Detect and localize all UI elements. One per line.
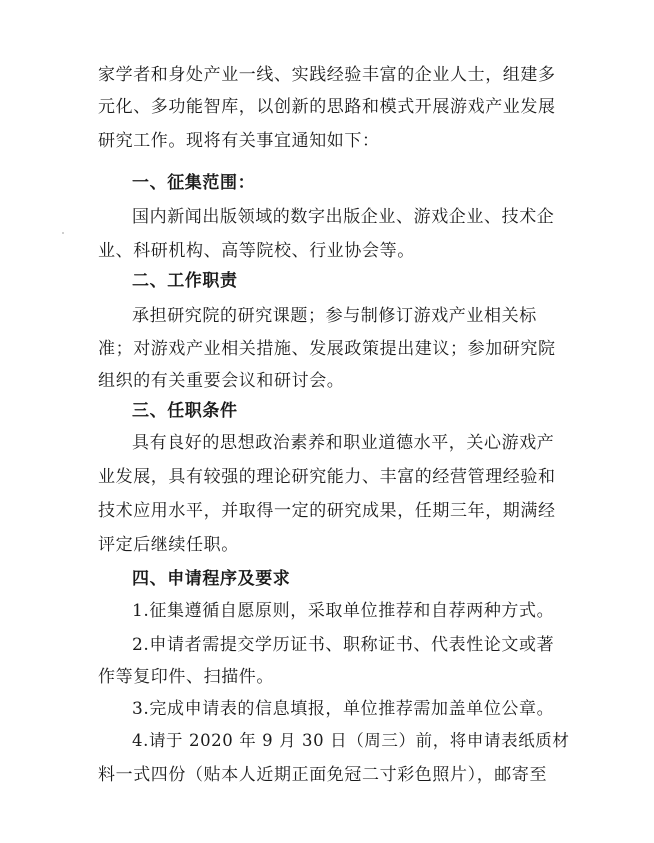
intro-line-3: 研究工作。现将有关事宜通知如下： [98, 131, 380, 151]
section-4-line-4: 3.完成申请表的信息填报，单位推荐需加盖单位公章。 [132, 699, 555, 719]
section-2-line-3: 组织的有关重要会议和研讨会。 [98, 371, 345, 391]
section-3-heading: 三、任职条件 [132, 401, 238, 421]
section-2-line-2: 准；对游戏产业相关措施、发展政策提出建议；参加研究院 [98, 339, 556, 359]
section-4-heading: 四、申请程序及要求 [132, 569, 291, 589]
section-3-line-1: 具有良好的思想政治素养和职业道德水平，关心游戏产 [132, 433, 555, 453]
section-3-line-3: 技术应用水平，并取得一定的研究成果，任期三年，期满经 [98, 501, 556, 521]
section-1-heading: 一、征集范围： [132, 173, 256, 193]
section-4-line-2: 2.申请者需提交学历证书、职称证书、代表性论文或著 [132, 635, 555, 655]
intro-line-2: 元化、多功能智库，以创新的思路和模式开展游戏产业发展 [98, 97, 556, 117]
scan-speck [62, 232, 64, 234]
section-4-line-3: 作等复印件、扫描件。 [98, 667, 274, 687]
section-1-line-2: 业、科研机构、高等院校、行业协会等。 [98, 241, 415, 261]
section-4-line-6: 料一式四份（贴本人近期正面免冠二寸彩色照片），邮寄至 [98, 765, 548, 785]
section-3-line-2: 业发展，具有较强的理论研究能力、丰富的经营管理经验和 [98, 467, 556, 487]
intro-line-1: 家学者和身处产业一线、实践经验丰富的企业人士，组建多 [98, 65, 556, 85]
section-2-line-1: 承担研究院的研究课题；参与制修订游戏产业相关标 [132, 306, 537, 326]
section-2-heading: 二、工作职责 [132, 271, 238, 291]
section-4-line-1: 1.征集遵循自愿原则，采取单位推荐和自荐两种方式。 [132, 601, 555, 621]
section-4-line-5: 4.请于 2020 年 9 月 30 日（周三）前，将申请表纸质材 [132, 731, 570, 750]
section-1-line-1: 国内新闻出版领域的数字出版企业、游戏企业、技术企 [132, 207, 555, 227]
section-3-line-4: 评定后继续任职。 [98, 535, 239, 555]
